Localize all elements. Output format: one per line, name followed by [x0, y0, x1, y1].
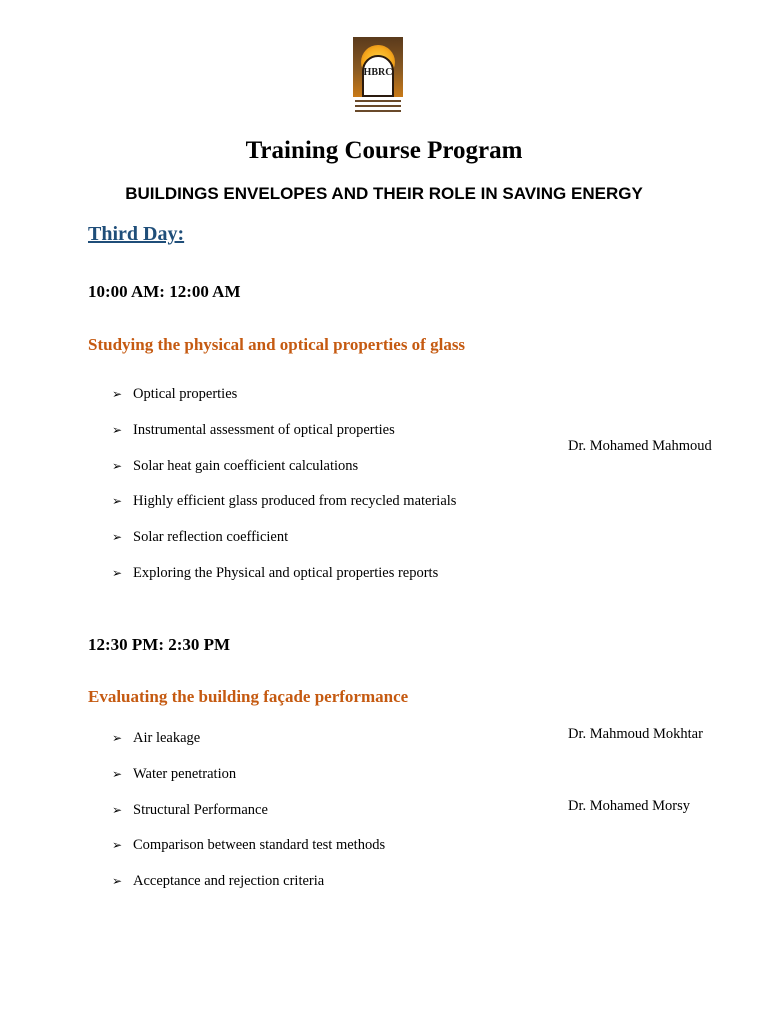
arrow-bullet-icon: ➢	[112, 494, 123, 509]
session-1-topic: Studying the physical and optical properties of glass	[88, 335, 466, 354]
session-2-topic: Evaluating the building façade performance	[88, 687, 409, 706]
session-2-time: 12:30 PM: 2:30 PM	[88, 635, 231, 654]
arrow-bullet-icon: ➢	[112, 458, 123, 473]
day-heading: Third Day:	[88, 223, 185, 245]
arrow-bullet-icon: ➢	[112, 838, 123, 853]
page-title: Training Course Program	[245, 137, 523, 164]
arrow-bullet-icon: ➢	[112, 387, 123, 401]
arrow-bullet-icon: ➢	[112, 565, 123, 580]
logo-emblem	[353, 37, 403, 97]
arrow-bullet-icon: ➢	[112, 874, 123, 889]
logo-caption-lines	[353, 97, 403, 115]
session-2-speaker-2: Dr. Mohamed Morsy	[568, 798, 691, 814]
arrow-bullet-icon: ➢	[112, 731, 123, 745]
hbrc-logo	[353, 37, 403, 115]
arrow-bullet-icon: ➢	[112, 802, 123, 817]
arrow-bullet-icon: ➢	[112, 530, 123, 545]
session-1-speaker: Dr. Mohamed Mahmoud	[568, 438, 712, 454]
session-1-time: 10:00 AM: 12:00 AM	[88, 282, 241, 301]
session-2-speaker-1: Dr. Mahmoud Mokhtar	[568, 726, 703, 742]
course-subtitle: BUILDINGS ENVELOPES AND THEIR ROLE IN SAVING ENERGY	[125, 184, 643, 203]
arrow-bullet-icon: ➢	[112, 766, 123, 781]
arrow-bullet-icon: ➢	[112, 422, 123, 437]
logo-text: HBRC	[363, 67, 393, 78]
